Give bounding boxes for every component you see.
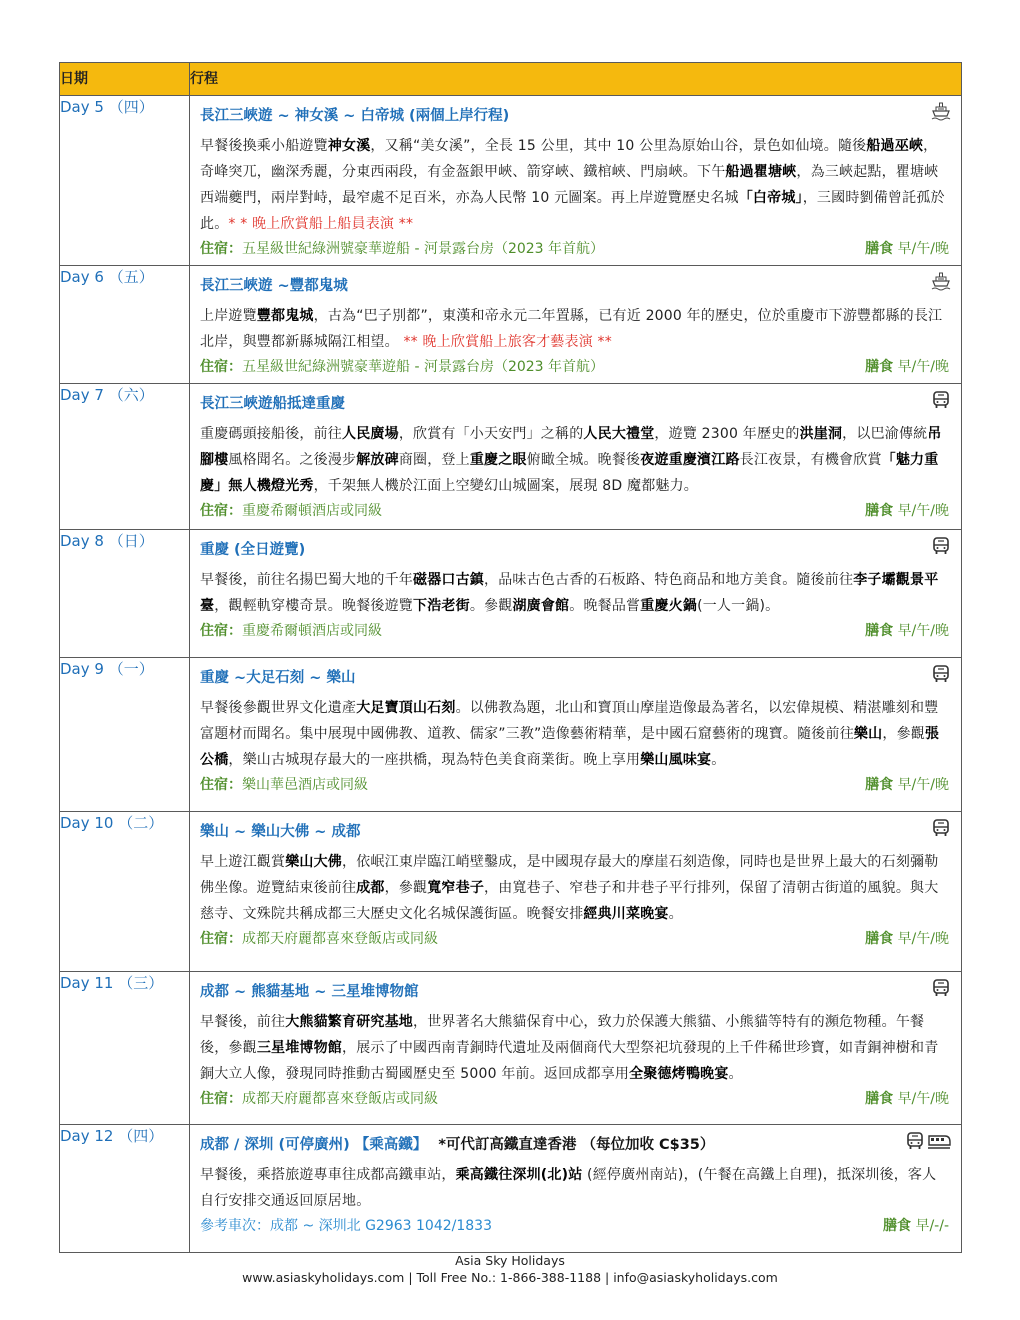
day-title-extra: *可代訂高鐵直達香港 （每位加收 C$35） <box>438 1136 715 1153</box>
day-footer <box>200 1089 949 1109</box>
accommodation-value: 重慶希爾頓酒店或同級 <box>242 503 382 519</box>
accommodation-label: 住宿： <box>200 359 242 375</box>
accommodation <box>200 357 604 377</box>
day-description: 早餐後參觀世界文化遺產大足寶頂山石刻。以佛教為題，北山和寶頂山摩崖造像最為著名，以宏偉規模、精湛雕刻和豐富題材而聞名。集中展現中國佛教、道教、儒家”三教”造像藝術精華，是中國石窟藝術的瑰寶。隨後前往樂山，參觀張公橋，樂山古城現存最大的一座拱橋，現為特色美食商業街。晚上享用樂山風味宴。 <box>200 700 940 768</box>
day-title <box>200 538 305 559</box>
bus-icon <box>931 818 951 842</box>
train-reference: 參考車次：成都 ~ 深圳北 G2963 1042/1833 <box>200 1218 492 1234</box>
day-content-cell <box>190 658 962 812</box>
day-title-text: 長江三峽遊 ~ 神女溪 ~ 白帝城 (兩個上岸行程) <box>200 107 510 124</box>
bus-icon <box>931 664 951 688</box>
day-content <box>190 533 961 647</box>
day-content-cell <box>190 530 962 658</box>
day-label: Day 12 （四） <box>60 1125 190 1253</box>
day-title <box>200 820 361 841</box>
day-titlebar <box>200 387 949 417</box>
day-title <box>200 1133 714 1154</box>
accommodation-label: 住宿： <box>200 503 242 519</box>
transport-icons <box>931 818 951 842</box>
day-description: 重慶碼頭接船後，前往人民廣場，欣賞有「小天安門」之稱的人民大禮堂，遊覽 2300 年歷史的洪崖洞，以巴渝傳統吊腳樓風格聞名。之後漫步解放碑商圈，登上重慶之眼俯瞰全城。晚餐後夜遊重慶濱江路長江夜景，有機會欣賞「魅力重慶」無人機燈光秀，千架無人機於江面上空變幻山城圖案，展現 8D 魔都魅力。 <box>200 426 942 494</box>
accommodation-label: 住宿： <box>200 931 242 947</box>
day-content-cell <box>190 1125 962 1253</box>
meals-label: 膳食 <box>865 241 894 257</box>
day-content-cell <box>190 266 962 384</box>
day-content <box>190 1128 961 1242</box>
meals <box>865 621 949 641</box>
day-content-cell <box>190 972 962 1125</box>
day-titlebar <box>200 533 949 563</box>
day-content <box>190 661 961 801</box>
day-title-text: 樂山 ~ 樂山大佛 ~ 成都 <box>200 823 361 840</box>
transport-icons <box>931 536 951 560</box>
day-title <box>200 666 355 687</box>
day-description: 早餐後換乘小船遊覽神女溪，又稱“美女溪”，全長 15 公里，其中 10 公里為原始山谷，景色如仙境。隨後船過巫峽，奇峰突兀，幽深秀麗，分東西兩段，有金盔銀甲峽、箭穿峽、鐵棺峽、門扇峽。下午船過瞿塘峽，為三峽起點，瞿塘峽西端夔門，兩岸對峙，最窄處不足百米，亦為人民幣 10 元圖案。再上岸遊覽歷史名城「白帝城」，三國時劉備曾託孤於此。* * 晚上欣賞船上船員表演 ** <box>200 138 945 232</box>
meals-value: 早/午/晚 <box>897 1091 949 1107</box>
day-description: 早餐後，前往大熊貓繁育研究基地，世界著名大熊貓保育中心，致力於保護大熊貓、小熊貓等特有的瀕危物種。午餐後，參觀三星堆博物館，展示了中國西南青銅時代遺址及兩個商代大型祭祀坑發現的上千件稀世珍寶，如青銅神樹和青銅大立人像，發現同時推動古蜀國歷史至 5000 年前。返回成都享用全聚德烤鴨晚宴。 <box>200 1014 939 1082</box>
meals-label: 膳食 <box>865 623 894 639</box>
day-content <box>190 269 961 383</box>
accommodation <box>200 775 368 795</box>
day-description: 早上遊江觀賞樂山大佛，依岷江東岸臨江峭壁鑿成，是中國現存最大的摩崖石刻造像，同時也是世界上最大的石刻彌勒佛坐像。遊覽結束後前往成都，參觀寬窄巷子，由寬巷子、窄巷子和井巷子平行排列，保留了清朝古街道的風貌。與大慈寺、文殊院共稱成都三大歷史文化名城保護街區。晚餐安排經典川菜晚宴。 <box>200 854 939 922</box>
meals-label: 膳食 <box>865 931 894 947</box>
transport-icons <box>931 664 951 688</box>
accommodation-value: 成都天府麗都喜來登飯店或同級 <box>242 1091 438 1107</box>
meals <box>865 1089 949 1109</box>
transport-icons <box>931 272 951 296</box>
meals-value: 早/-/- <box>915 1218 949 1234</box>
day-title-text: 成都 ~ 熊貓基地 ~ 三星堆博物館 <box>200 983 419 1000</box>
header-itinerary: 行程 <box>190 63 962 96</box>
meals-label: 膳食 <box>865 1091 894 1107</box>
day-titlebar <box>200 269 949 299</box>
day-title-text: 長江三峽遊船抵達重慶 <box>200 395 345 412</box>
day-footer <box>200 929 949 949</box>
transport-icons <box>931 102 951 126</box>
day-description: 上岸遊覽豐都鬼城，古為“巴子別都”，東漢和帝永元二年置縣，已有近 2000 年的歷史，位於重慶市下游豐都縣的長江北岸，與豐都新縣城隔江相望。 ** 晚上欣賞船上旅客才藝表演 ** <box>200 308 943 350</box>
cruise-ship-icon <box>931 102 951 126</box>
day-footer <box>200 239 949 259</box>
meals-value: 早/午/晚 <box>897 777 949 793</box>
transport-icons <box>905 1131 951 1155</box>
day-titlebar <box>200 661 949 691</box>
day-row <box>60 96 962 266</box>
day-description: 早餐後，乘搭旅遊專車往成都高鐵車站，乘高鐵往深圳(北)站 (經停廣州南站)，(午餐在高鐵上自理)，抵深圳後，客人自行安排交通返回原居地。 <box>200 1167 937 1209</box>
day-row <box>60 530 962 658</box>
day-row <box>60 384 962 530</box>
day-description: 早餐後，前往名揚巴蜀大地的千年磁器口古鎮，品味古色古香的石板路、特色商品和地方美食。隨後前往李子壩觀景平臺，觀輕軌穿樓奇景。晚餐後遊覽下浩老街。參觀湖廣會館。晚餐品嘗重慶火鍋(一人一鍋)。 <box>200 572 939 614</box>
day-label: Day 7 （六） <box>60 384 190 530</box>
day-label: Day 8 （日） <box>60 530 190 658</box>
day-titlebar <box>200 975 949 1005</box>
day-label: Day 9 （一） <box>60 658 190 812</box>
day-content-cell <box>190 96 962 266</box>
meals-label: 膳食 <box>865 777 894 793</box>
day-footer <box>200 357 949 377</box>
day-footer <box>200 1216 949 1236</box>
meals-label: 膳食 <box>865 503 894 519</box>
day-content-cell <box>190 812 962 972</box>
day-footer <box>200 501 949 521</box>
cruise-ship-icon <box>931 272 951 296</box>
bus-icon <box>931 536 951 560</box>
accommodation-label: 住宿： <box>200 777 242 793</box>
transport-icons <box>931 978 951 1002</box>
accommodation-value: 重慶希爾頓酒店或同級 <box>242 623 382 639</box>
bus-icon <box>931 978 951 1002</box>
bus-icon <box>931 390 951 414</box>
footer-contact: www.asiaskyholidays.com | Toll Free No.: 1-866-388-1188 | info@asiaskyholidays.com <box>242 1270 778 1285</box>
meals <box>865 239 949 259</box>
day-row <box>60 658 962 812</box>
meals-value: 早/午/晚 <box>897 623 949 639</box>
day-row <box>60 812 962 972</box>
bus-icon <box>905 1131 925 1155</box>
meals <box>883 1216 949 1236</box>
train-icon <box>927 1131 951 1155</box>
accommodation <box>200 501 382 521</box>
day-titlebar <box>200 1128 949 1158</box>
day-content-cell <box>190 384 962 530</box>
meals-label: 膳食 <box>883 1218 911 1234</box>
meals <box>865 501 949 521</box>
day-title-text: 重慶 (全日遊覽) <box>200 541 306 558</box>
itinerary-table <box>59 62 962 1253</box>
accommodation-value: 成都天府麗都喜來登飯店或同級 <box>242 931 438 947</box>
day-row <box>60 1125 962 1253</box>
day-row <box>60 266 962 384</box>
footer-company: Asia Sky Holidays <box>455 1253 565 1268</box>
meals-value: 早/午/晚 <box>897 503 949 519</box>
day-label: Day 11 （三） <box>60 972 190 1125</box>
accommodation-value: 五星級世紀綠洲號豪華遊船 - 河景露台房（2023 年首航） <box>242 241 605 257</box>
transport-icons <box>931 390 951 414</box>
meals-value: 早/午/晚 <box>897 931 949 947</box>
day-titlebar <box>200 815 949 845</box>
day-title-text: 長江三峽遊 ~豐都鬼城 <box>200 277 348 294</box>
day-content <box>190 99 961 265</box>
day-title <box>200 392 345 413</box>
accommodation <box>200 621 382 641</box>
day-label: Day 10 （二） <box>60 812 190 972</box>
accommodation-label: 住宿： <box>200 1091 242 1107</box>
day-title-text: 重慶 ~大足石刻 ~ 樂山 <box>200 669 356 686</box>
accommodation <box>200 929 438 949</box>
table-header-row <box>60 63 962 96</box>
day-content <box>190 387 961 527</box>
day-label: Day 5 （四） <box>60 96 190 266</box>
day-titlebar <box>200 99 949 129</box>
day-footer <box>200 621 949 641</box>
day-title <box>200 274 348 295</box>
meals-value: 早/午/晚 <box>897 359 949 375</box>
accommodation-value: 五星級世紀綠洲號豪華遊船 - 河景露台房（2023 年首航） <box>242 359 605 375</box>
day-title <box>200 104 509 125</box>
meals <box>865 775 949 795</box>
meals-value: 早/午/晚 <box>897 241 949 257</box>
accommodation-label: 住宿： <box>200 241 242 257</box>
day-footer <box>200 775 949 795</box>
header-date: 日期 <box>60 63 190 96</box>
day-label: Day 6 （五） <box>60 266 190 384</box>
meals-label: 膳食 <box>865 359 894 375</box>
day-row <box>60 972 962 1125</box>
accommodation <box>200 239 604 259</box>
accommodation <box>200 1089 438 1109</box>
meals <box>865 929 949 949</box>
accommodation-value: 樂山華邑酒店或同級 <box>242 777 368 793</box>
accommodation-label: 住宿： <box>200 623 242 639</box>
day-title-text: 成都 / 深圳 (可停廣州) 【乘高鐵】 <box>200 1136 428 1153</box>
day-content <box>190 975 961 1115</box>
day-content <box>190 815 961 955</box>
day-title <box>200 980 419 1001</box>
meals <box>865 357 949 377</box>
